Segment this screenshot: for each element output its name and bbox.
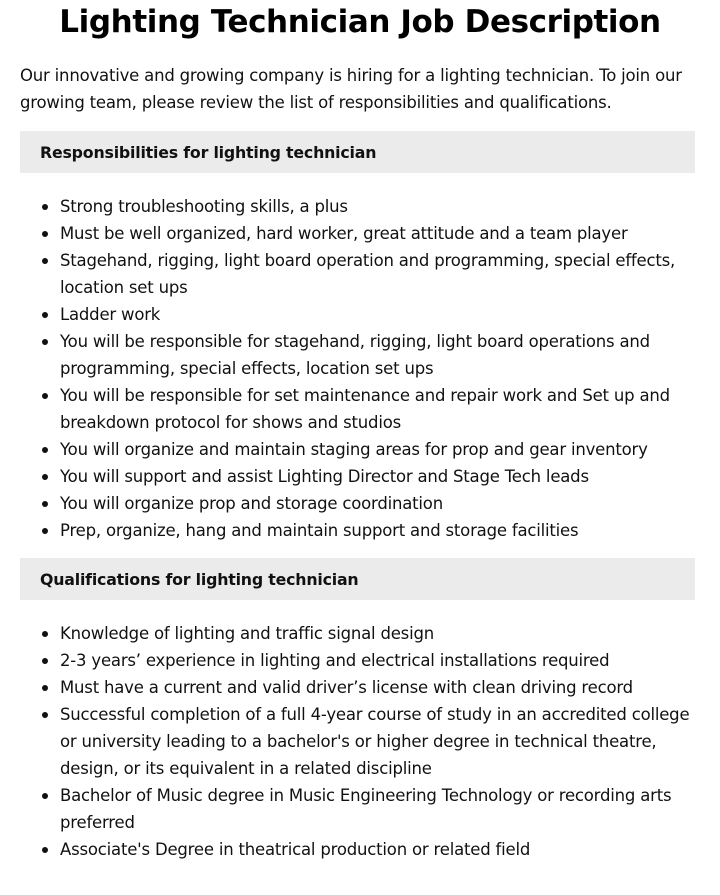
responsibilities-list (0, 193, 720, 544)
qualifications-list (0, 620, 720, 863)
list-item: Successful completion of a full 4-year course of study in an accredited college or university leading to a bachelor's or higher degree in technical theatre, design, or its equivalent in a related discipline (0, 701, 720, 782)
list-item: Associate's Degree in theatrical production or related field (0, 836, 720, 863)
list-item: Must have a current and valid driver’s license with clean driving record (0, 674, 720, 701)
list-item: 2-3 years’ experience in lighting and electrical installations required (0, 647, 720, 674)
qualifications-heading: Qualifications for lighting technician (20, 558, 695, 600)
list-item: Stagehand, rigging, light board operation and programming, special effects, location set ups (0, 247, 720, 301)
page-title: Lighting Technician Job Description (59, 4, 661, 40)
list-item: Prep, organize, hang and maintain support and storage facilities (0, 517, 720, 544)
list-item: Bachelor of Music degree in Music Engineering Technology or recording arts preferred (0, 782, 720, 836)
list-item: Strong troubleshooting skills, a plus (0, 193, 720, 220)
responsibilities-heading: Responsibilities for lighting technician (20, 131, 695, 173)
list-item: Ladder work (0, 301, 720, 328)
list-item: You will be responsible for stagehand, rigging, light board operations and programming, special effects, location set ups (0, 328, 720, 382)
list-item: Knowledge of lighting and traffic signal design (0, 620, 720, 647)
list-item: You will organize prop and storage coordination (0, 490, 720, 517)
list-item: Must be well organized, hard worker, great attitude and a team player (0, 220, 720, 247)
list-item: You will be responsible for set maintenance and repair work and Set up and breakdown protocol for shows and studios (0, 382, 720, 436)
list-item: You will support and assist Lighting Director and Stage Tech leads (0, 463, 720, 490)
intro-paragraph: Our innovative and growing company is hiring for a lighting technician. To join our growing team, please review the list of responsibilities and qualifications. (20, 66, 682, 112)
list-item: You will organize and maintain staging areas for prop and gear inventory (0, 436, 720, 463)
